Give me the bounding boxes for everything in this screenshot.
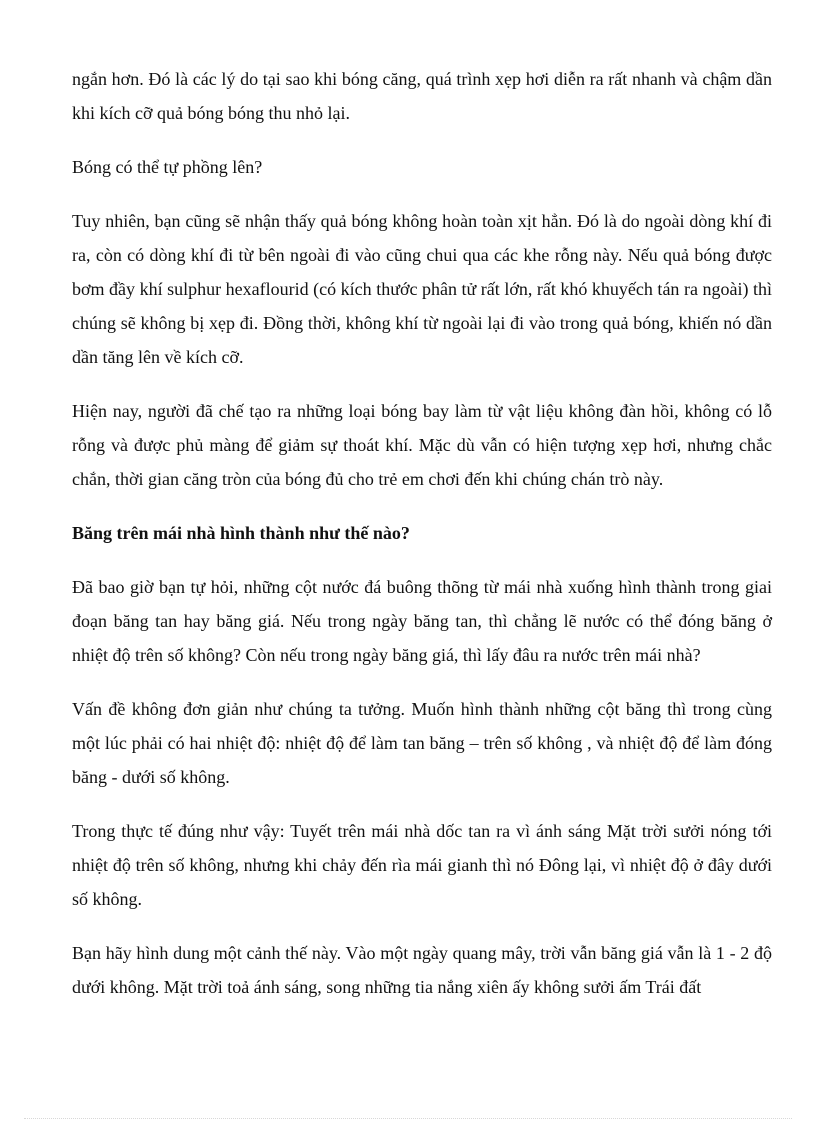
- document-page: [72, 62, 772, 1024]
- paragraph: ngắn hơn. Đó là các lý do tại sao khi bóng căng, quá trình xẹp hơi diễn ra rất nhanh và chậm dần khi kích cỡ quả bóng bóng thu nhỏ lại.: [72, 69, 772, 123]
- paragraph: Bạn hãy hình dung một cảnh thế này. Vào một ngày quang mây, trời vẫn băng giá vẫn là 1 - 2 độ dưới không. Mặt trời toả ánh sáng, song những tia nắng xiên ấy không sưởi ấm Trái đất: [72, 943, 772, 997]
- paragraph: Trong thực tế đúng như vậy: Tuyết trên mái nhà dốc tan ra vì ánh sáng Mặt trời sưởi nóng tới nhiệt độ trên số không, nhưng khi chảy đến rìa mái gianh thì nó Đông lại, vì nhiệt độ ở đây dưới số không.: [72, 821, 772, 909]
- section-heading: Băng trên mái nhà hình thành như thế nào?: [72, 523, 410, 543]
- paragraph-question: Bóng có thể tự phồng lên?: [72, 157, 263, 177]
- page-bottom-divider: [24, 1118, 792, 1119]
- paragraph: Tuy nhiên, bạn cũng sẽ nhận thấy quả bóng không hoàn toàn xịt hẳn. Đó là do ngoài dòng khí đi ra, còn có dòng khí đi từ bên ngoài đi vào cũng chui qua các khe rỗng này. Nếu quả bóng được bơm đầy khí sulphur hexaflourid (có kích thước phân tử rất lớn, rất khó khuyếch tán ra ngoài) thì chúng sẽ không bị xẹp đi. Đồng thời, không khí từ ngoài lại đi vào trong quả bóng, khiến nó dần dần tăng lên về kích cỡ.: [72, 211, 772, 367]
- paragraph: Vấn đề không đơn giản như chúng ta tưởng. Muốn hình thành những cột băng thì trong cùng một lúc phải có hai nhiệt độ: nhiệt độ để làm tan băng – trên số không , và nhiệt độ để làm đóng băng - dưới số không.: [72, 699, 772, 787]
- paragraph: Đã bao giờ bạn tự hỏi, những cột nước đá buông thõng từ mái nhà xuống hình thành trong giai đoạn băng tan hay băng giá. Nếu trong ngày băng tan, thì chẳng lẽ nước có thể đóng băng ở nhiệt độ trên số không? Còn nếu trong ngày băng giá, thì lấy đâu ra nước trên mái nhà?: [72, 577, 772, 665]
- paragraph: Hiện nay, người đã chế tạo ra những loại bóng bay làm từ vật liệu không đàn hồi, không có lỗ rỗng và được phủ màng để giảm sự thoát khí. Mặc dù vẫn có hiện tượng xẹp hơi, nhưng chắc chắn, thời gian căng tròn của bóng đủ cho trẻ em chơi đến khi chúng chán trò này.: [72, 401, 772, 489]
